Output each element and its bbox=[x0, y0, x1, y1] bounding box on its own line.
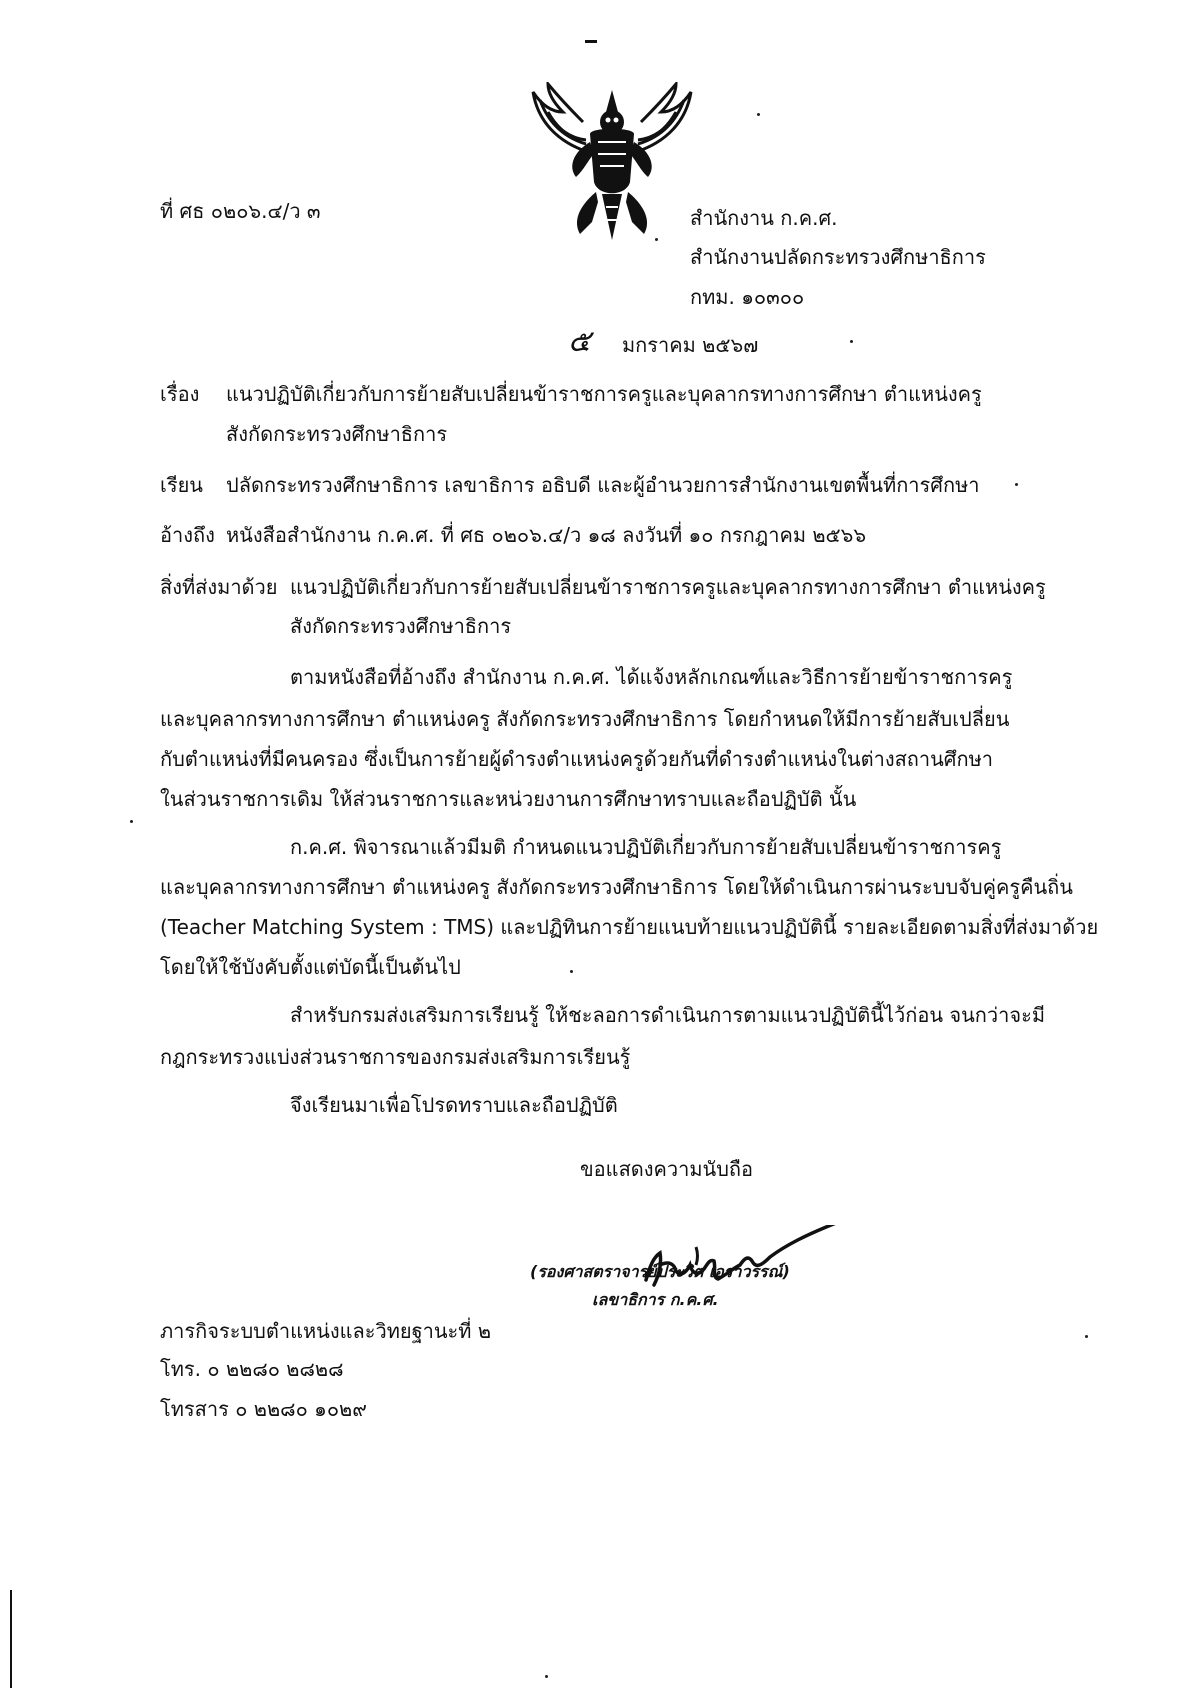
paragraph-2-line: โดยให้ใช้บังคับตั้งแต่บัดนี้เป็นต้นไป bbox=[160, 955, 461, 979]
garuda-emblem-icon bbox=[518, 82, 706, 242]
scan-speck bbox=[1015, 483, 1018, 486]
subject-label: เรื่อง bbox=[160, 382, 200, 406]
paragraph-2-line: ก.ค.ศ. พิจารณาแล้วมีมติ กำหนดแนวปฏิบัติเกี่ยวกับการย้ายสับเปลี่ยนข้าราชการครู bbox=[290, 835, 1002, 859]
office-line-1: สำนักงาน ก.ค.ศ. bbox=[690, 206, 838, 230]
paragraph-1-line: กับตำแหน่งที่มีคนครอง ซึ่งเป็นการย้ายผู้ดำรงตำแหน่งครูด้วยกันที่ดำรงตำแหน่งในต่างสถานศึกษา bbox=[160, 747, 994, 771]
paragraph-3-line: กฎกระทรวงแบ่งส่วนราชการของกรมส่งเสริมการเรียนรู้ bbox=[160, 1045, 631, 1069]
scan-speck bbox=[130, 820, 133, 823]
paragraph-1-line: และบุคลากรทางการศึกษา ตำแหน่งครู สังกัดกระทรวงศึกษาธิการ โดยกำหนดให้มีการย้ายสับเปลี่ยน bbox=[160, 707, 1010, 731]
closing-sentence: จึงเรียนมาเพื่อโปรดทราบและถือปฏิบัติ bbox=[290, 1093, 618, 1117]
paragraph-2-line: (Teacher Matching System : TMS) และปฏิทินการย้ายแนบท้ายแนวปฏิบัตินี้ รายละเอียดตามสิ่งที่ส่งมาด้วย bbox=[160, 915, 1099, 939]
footer-phone: โทร. ๐ ๒๒๘๐ ๒๘๒๘ bbox=[160, 1357, 344, 1381]
reference-label: อ้างถึง bbox=[160, 523, 215, 547]
stray-mark bbox=[585, 40, 597, 43]
subject-line-2: สังกัดกระทรวงศึกษาธิการ bbox=[226, 422, 448, 446]
scan-speck bbox=[1085, 1335, 1088, 1338]
office-address: กทม. ๑๐๓๐๐ bbox=[690, 285, 805, 309]
paragraph-1-line: ตามหนังสือที่อ้างถึง สำนักงาน ก.ค.ศ. ได้แจ้งหลักเกณฑ์และวิธีการย้ายข้าราชการครู bbox=[290, 665, 1013, 689]
footer-unit: ภารกิจระบบตำแหน่งและวิทยฐานะที่ ๒ bbox=[160, 1319, 492, 1343]
footer-fax: โทรสาร ๐ ๒๒๘๐ ๑๐๒๙ bbox=[160, 1397, 367, 1421]
reference-number: ที่ ศธ ๐๒๐๖.๔/ว ๓ bbox=[160, 199, 321, 223]
paragraph-1-line: ในส่วนราชการเดิม ให้ส่วนราชการและหน่วยงานการศึกษาทราบและถือปฏิบัติ นั้น bbox=[160, 787, 857, 811]
recipient-text: ปลัดกระทรวงศึกษาธิการ เลขาธิการ อธิบดี และผู้อำนวยการสำนักงานเขตพื้นที่การศึกษา bbox=[226, 473, 980, 497]
regards-text: ขอแสดงความนับถือ bbox=[580, 1157, 754, 1181]
reference-text: หนังสือสำนักงาน ก.ค.ศ. ที่ ศธ ๐๒๐๖.๔/ว ๑๘ ลงวันที่ ๑๐ กรกฎาคม ๒๕๖๖ bbox=[226, 523, 867, 547]
paragraph-2-line: และบุคลากรทางการศึกษา ตำแหน่งครู สังกัดกระทรวงศึกษาธิการ โดยให้ดำเนินการผ่านระบบจับคู่ครูคืนถิ่น bbox=[160, 875, 1073, 899]
scan-speck bbox=[757, 113, 760, 116]
date-month-year: มกราคม ๒๕๖๗ bbox=[622, 333, 759, 357]
date-day: ๕ bbox=[568, 324, 591, 359]
scan-speck bbox=[545, 1675, 548, 1678]
signatory-title: เลขาธิการ ก.ค.ศ. bbox=[592, 1290, 719, 1309]
scan-speck bbox=[655, 238, 658, 241]
paragraph-3-line: สำหรับกรมส่งเสริมการเรียนรู้ ให้ชะลอการดำเนินการตามแนวปฏิบัตินี้ไว้ก่อน จนกว่าจะมี bbox=[290, 1003, 1045, 1027]
scan-speck bbox=[570, 970, 573, 973]
enclosure-line-1: แนวปฏิบัติเกี่ยวกับการย้ายสับเปลี่ยนข้าราชการครูและบุคลากรทางการศึกษา ตำแหน่งครู bbox=[290, 575, 1046, 599]
office-line-2: สำนักงานปลัดกระทรวงศึกษาธิการ bbox=[690, 245, 986, 269]
signatory-name: (รองศาสตราจารย์ประวิต เอราวรรณ์) bbox=[530, 1262, 790, 1281]
enclosure-label: สิ่งที่ส่งมาด้วย bbox=[160, 575, 278, 599]
scan-speck bbox=[850, 340, 853, 343]
scan-edge-line bbox=[10, 1590, 12, 1688]
recipient-label: เรียน bbox=[160, 473, 203, 497]
enclosure-line-2: สังกัดกระทรวงศึกษาธิการ bbox=[290, 614, 512, 638]
subject-line-1: แนวปฏิบัติเกี่ยวกับการย้ายสับเปลี่ยนข้าราชการครูและบุคลากรทางการศึกษา ตำแหน่งครู bbox=[226, 382, 982, 406]
